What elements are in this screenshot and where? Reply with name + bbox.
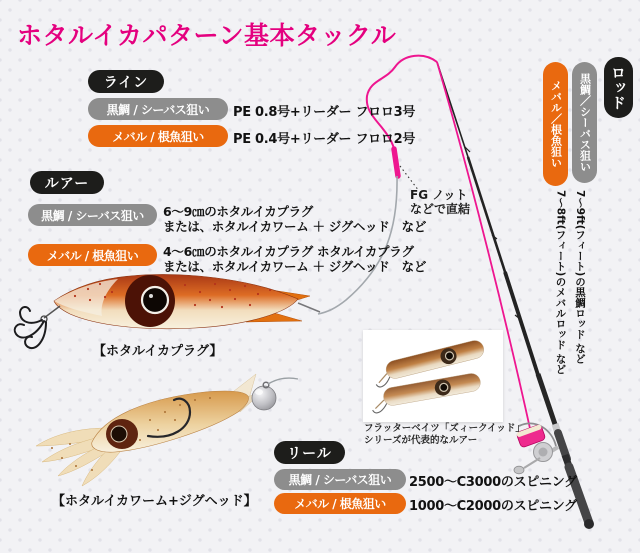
rod-spec-mebaru: 7〜8ft(フィート)のメバルロッド など — [554, 190, 567, 375]
lure-spec-mebaru-line2: または、ホタルイカワーム ＋ ジグヘッド など — [163, 259, 427, 274]
representative-lure-photo — [363, 330, 503, 422]
reel-target-mebaru-badge: メバル / 根魚狙い — [274, 493, 406, 514]
reel-spec-kurodai: 2500〜C3000のスピニング — [409, 475, 577, 490]
plug-lure-illustration — [15, 274, 320, 348]
worm-jighead-illustration — [36, 374, 298, 486]
reel-target-kurodai-badge: 黒鯛 / シーバス狙い — [274, 469, 406, 490]
lure-spec-kurodai-line2: または、ホタルイカワーム ＋ ジグヘッド など — [163, 219, 427, 234]
lure-section-heading: ルアー — [30, 171, 104, 194]
rod-target-kurodai-badge: 黒鯛／シーバス狙い — [572, 62, 597, 183]
photo-caption-line1: フラッターベイツ「ズィークイッド」 — [364, 423, 525, 434]
line-target-kurodai-badge: 黒鯛 / シーバス狙い — [88, 98, 228, 120]
page-title: ホタルイカパターン基本タックル — [17, 21, 397, 50]
photo-lures-artwork — [363, 330, 503, 422]
line-spec-mebaru: PE 0.4号+リーダー フロロ2号 — [233, 132, 416, 147]
fg-knot — [394, 149, 398, 176]
photo-lure-bottom — [369, 372, 482, 413]
rod-section-heading: ロッド — [604, 57, 633, 118]
rod-target-mebaru-badge: メバル／根魚狙い — [543, 62, 568, 186]
reel-section-heading: リール — [274, 441, 345, 464]
rod-specs — [546, 190, 585, 400]
rod-spec-kurodai: 7〜9ft(フィート)の黒鯛ロッド など — [574, 190, 586, 364]
line-spec-kurodai: PE 0.8号+リーダー フロロ3号 — [233, 105, 416, 120]
lure-spec-mebaru-line1: 4〜6㎝のホタルイカプラグ ホタルイカプラグ — [163, 244, 414, 259]
lure-target-mebaru-badge: メバル / 根魚狙い — [28, 244, 157, 266]
fg-knot-note-line2: などで直結 — [410, 202, 471, 216]
line-target-mebaru-badge: メバル / 根魚狙い — [88, 125, 228, 147]
photo-caption-line2: シリーズが代表的なルアー — [364, 435, 478, 446]
plug-lure-caption: 【ホタルイカプラグ】 — [93, 344, 223, 359]
lure-spec-kurodai-line1: 6〜9㎝のホタルイカプラグ — [163, 204, 313, 219]
worm-lure-caption: 【ホタルイカワーム+ジグヘッド】 — [52, 494, 257, 509]
line-section-heading: ライン — [88, 70, 164, 93]
reel-spec-mebaru: 1000〜C2000のスピニング — [409, 499, 577, 514]
fg-knot-note-line1: FG ノット — [410, 188, 468, 202]
lure-target-kurodai-badge: 黒鯛 / シーバス狙い — [28, 204, 157, 226]
